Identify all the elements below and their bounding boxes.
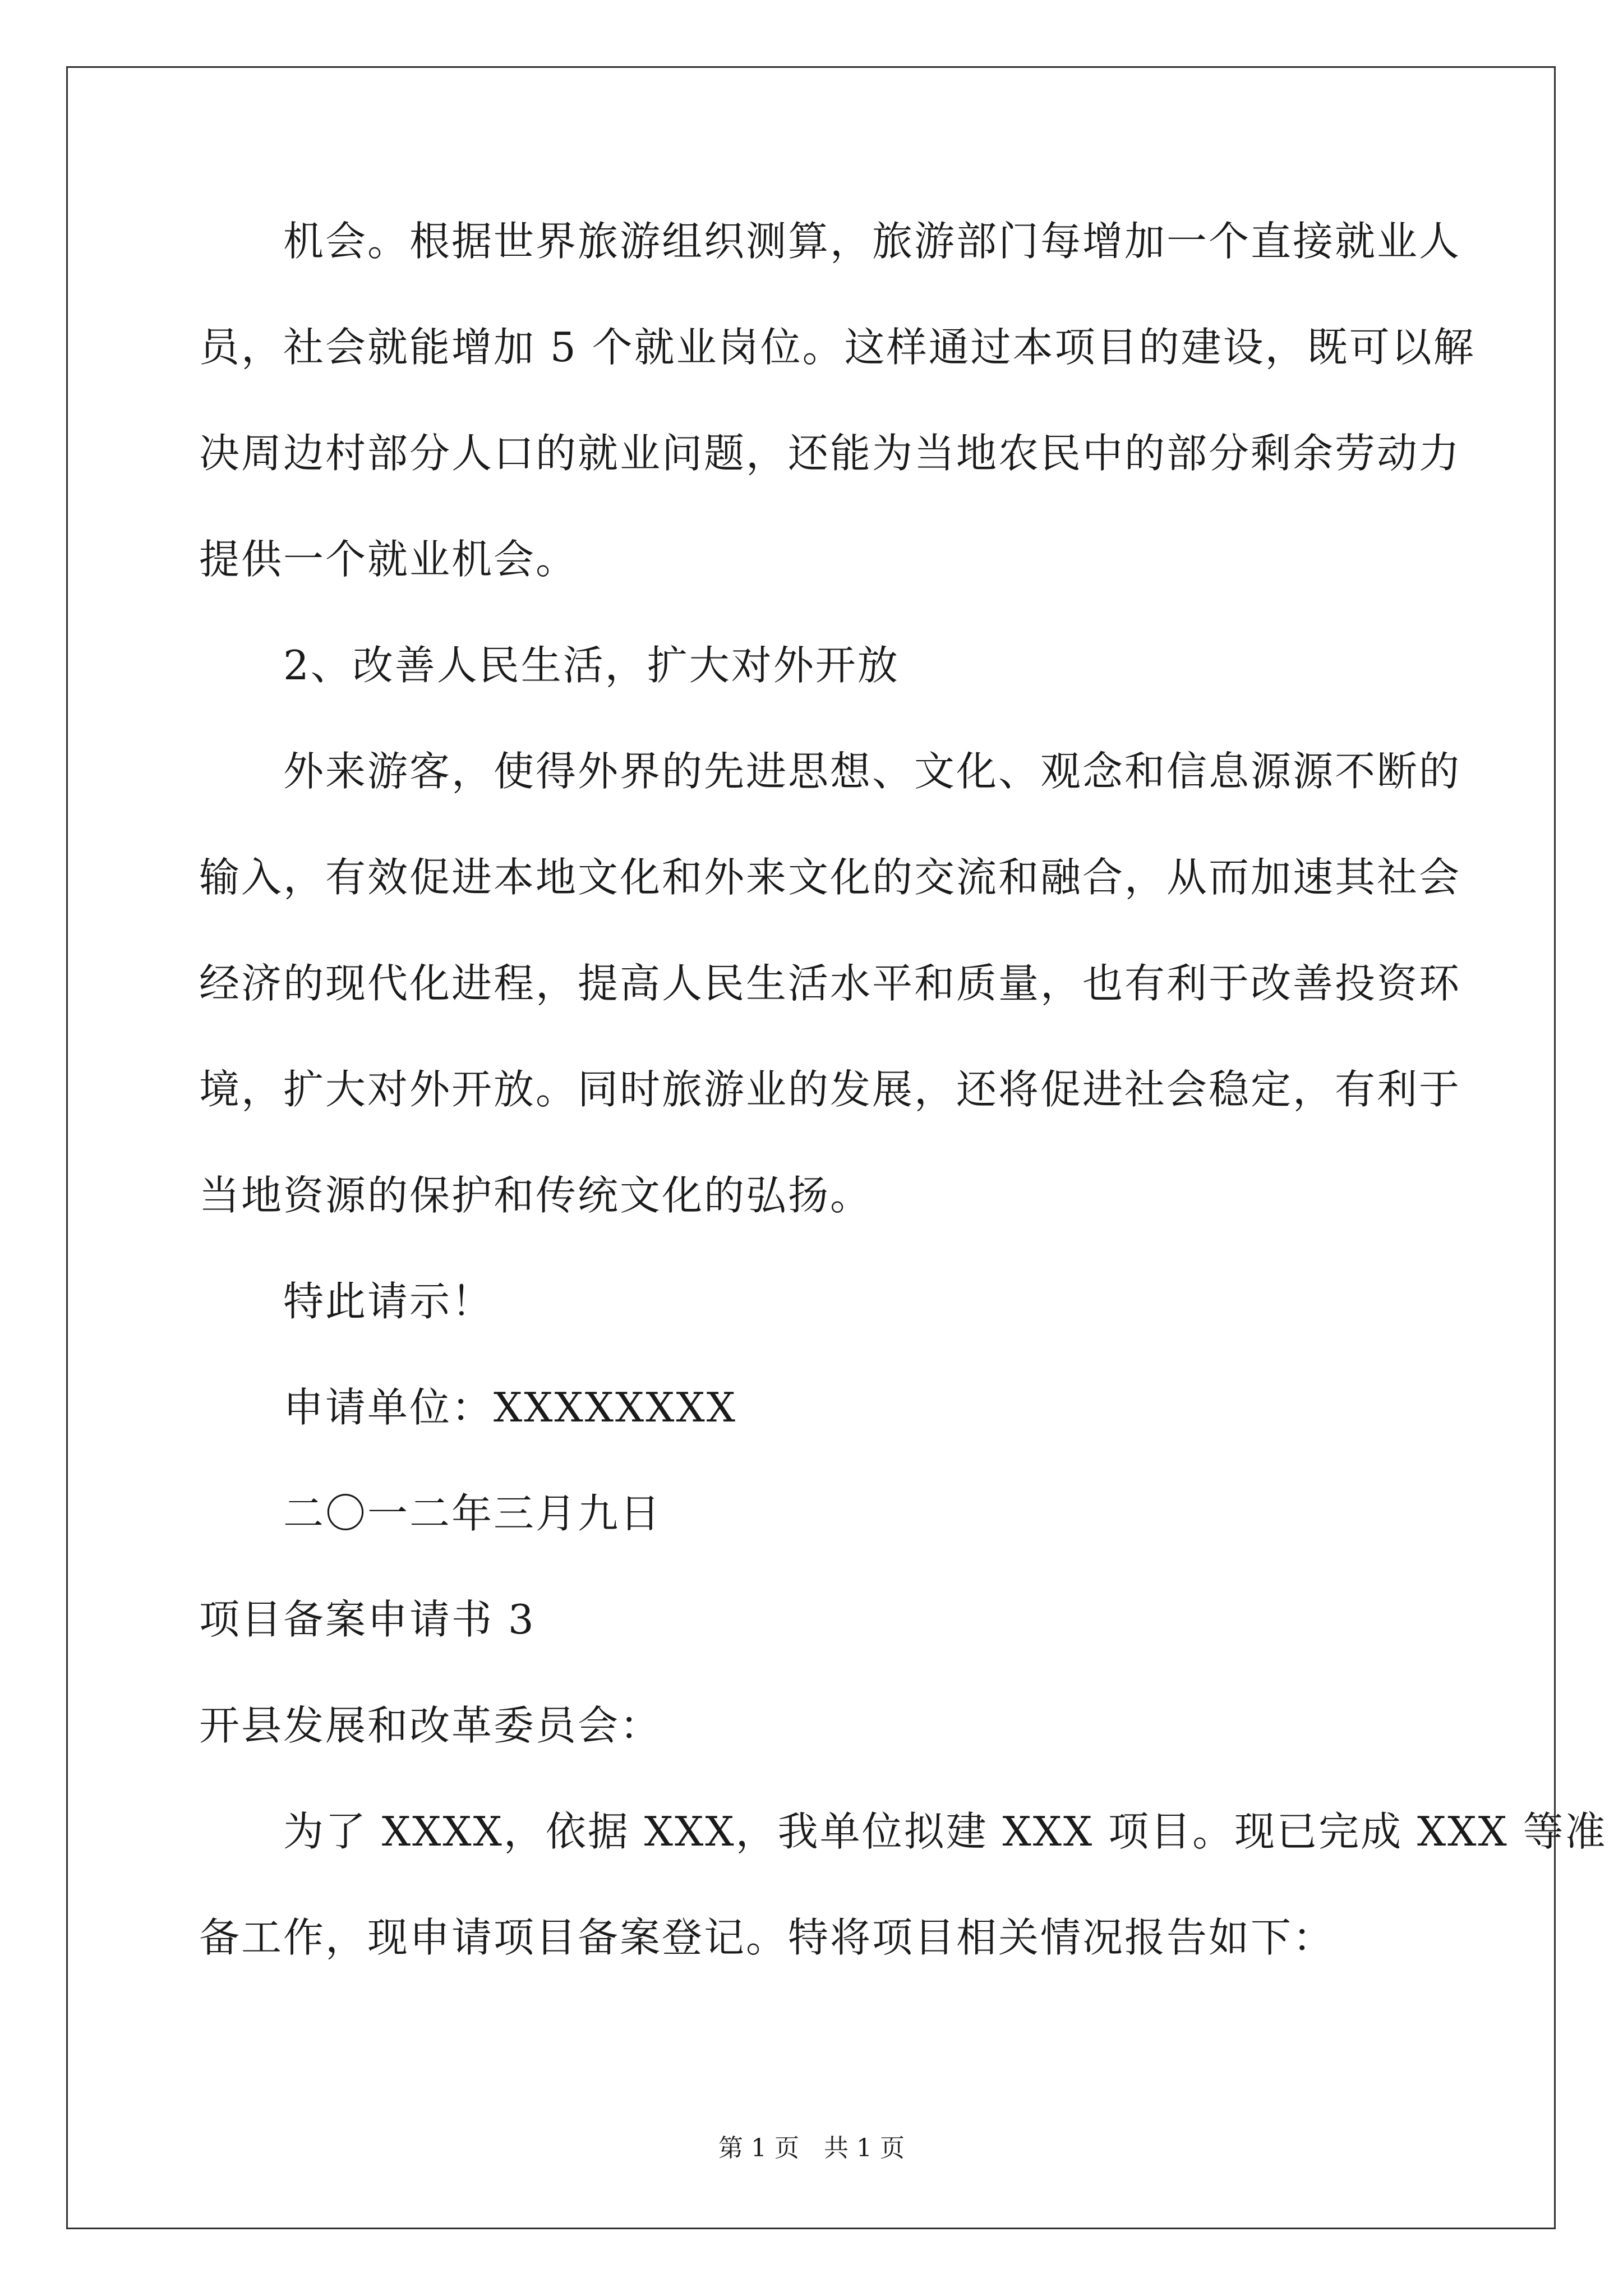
paragraph-line: 决周边村部分人口的就业问题，还能为当地农民中的部分剩余劳动力 <box>199 430 1461 477</box>
paragraph-line: 境，扩大对外开放。同时旅游业的发展，还将促进社会稳定，有利于 <box>199 1066 1461 1113</box>
paragraph-line: 当地资源的保护和传统文化的弘扬。 <box>199 1172 873 1219</box>
paragraph-line: 经济的现代化进程，提高人民生活水平和质量，也有利于改善投资环 <box>199 960 1461 1007</box>
paragraph-line: 提供一个就业机会。 <box>199 536 578 583</box>
section-heading: 2、改善人民生活，扩大对外开放 <box>283 642 900 689</box>
document-date: 二〇一二年三月九日 <box>283 1490 662 1537</box>
page-number: 第 1 页 共 1 页 <box>718 2134 905 2162</box>
document-title: 项目备案申请书 3 <box>199 1596 536 1643</box>
paragraph-line: 外来游客，使得外界的先进思想、文化、观念和信息源源不断的 <box>283 748 1461 795</box>
addressee: 开县发展和改革委员会： <box>199 1702 662 1749</box>
applicant-unit: 申请单位：XXXXXXXX <box>283 1384 737 1431</box>
paragraph-line: 输入，有效促进本地文化和外来文化的交流和融合，从而加速其社会 <box>199 854 1461 901</box>
paragraph-line: 员，社会就能增加 5 个就业岗位。这样通过本项目的建设，既可以解 <box>199 324 1476 371</box>
paragraph-line: 为了 XXXX，依据 XXX，我单位拟建 XXX 项目。现已完成 XXX 等准 <box>283 1808 1607 1855</box>
paragraph-line: 机会。根据世界旅游组织测算，旅游部门每增加一个直接就业人 <box>283 218 1461 265</box>
paragraph-line: 备工作，现申请项目备案登记。特将项目相关情况报告如下： <box>199 1914 1335 1961</box>
closing-request: 特此请示！ <box>283 1278 494 1325</box>
page-frame <box>66 66 1556 2229</box>
